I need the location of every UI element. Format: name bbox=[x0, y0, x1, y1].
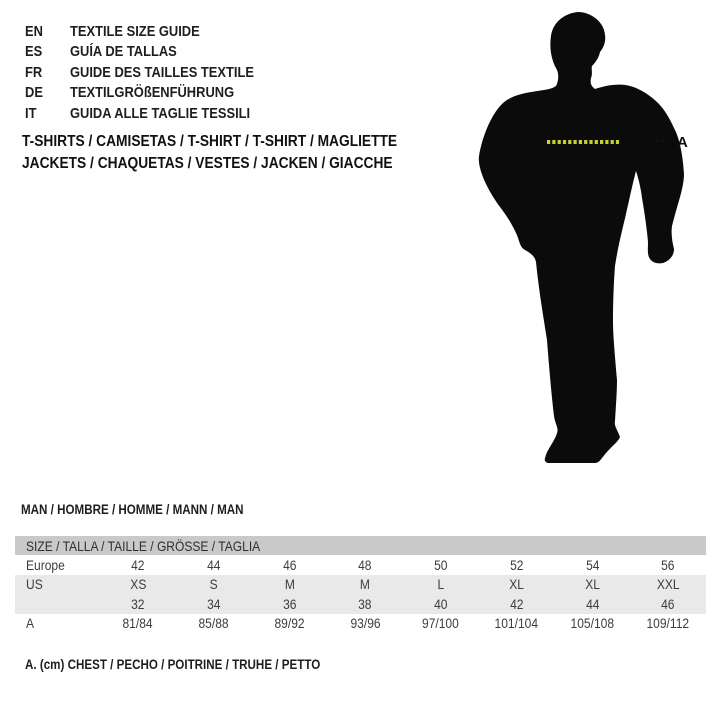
language-label: GUÍA DE TALLAS bbox=[70, 43, 177, 61]
language-list bbox=[25, 21, 284, 124]
measure-label-a: A bbox=[677, 134, 688, 151]
row-label: Europe bbox=[26, 556, 65, 573]
language-row-de bbox=[25, 83, 284, 104]
category-tshirts: T-SHIRTS / CAMISETAS / T-SHIRT / T-SHIRT / MAGLIETTE bbox=[22, 133, 398, 150]
measurement-footnote: A. (cm) CHEST / PECHO / POITRINE / TRUHE / PETTO bbox=[25, 657, 321, 672]
language-row-en bbox=[25, 21, 284, 42]
language-row-es bbox=[25, 42, 284, 63]
table-row-uk: 32 34 36 38 40 42 44 46 bbox=[15, 594, 706, 614]
section-title-man: MAN / HOMBRE / HOMME / MANN / MAN bbox=[21, 502, 244, 517]
row-label: A bbox=[26, 615, 35, 632]
language-label: GUIDA ALLE TAGLIE TESSILI bbox=[70, 104, 251, 122]
row-label: US bbox=[26, 576, 43, 593]
language-code: DE bbox=[25, 84, 43, 102]
table-row-chest: A 81/84 85/88 89/92 93/96 97/100 101/104 105/108 109/112 bbox=[26, 615, 690, 632]
language-label: TEXTILE SIZE GUIDE bbox=[70, 22, 200, 40]
language-label: TEXTILGRÖßENFÜHRUNG bbox=[70, 84, 235, 102]
language-row-fr bbox=[25, 62, 284, 83]
table-row-us: US XS S M M L XL XL XXL bbox=[15, 575, 706, 595]
size-table-header: SIZE / TALLA / TAILLE / GRÖSSE / TAGLIA bbox=[15, 536, 706, 555]
language-code: EN bbox=[25, 22, 43, 40]
figure-area bbox=[455, 5, 705, 465]
man-silhouette bbox=[479, 12, 684, 463]
table-row-europe: Europe 42 44 46 48 50 52 54 56 bbox=[26, 556, 675, 573]
language-code: ES bbox=[25, 43, 43, 61]
language-code: IT bbox=[25, 104, 37, 122]
language-label: GUIDE DES TAILLES TEXTILE bbox=[70, 63, 254, 81]
size-table bbox=[15, 536, 706, 633]
man-silhouette-figure bbox=[455, 5, 705, 465]
language-row-it bbox=[25, 103, 284, 124]
language-code: FR bbox=[25, 63, 43, 81]
category-jackets: JACKETS / CHAQUETAS / VESTES / JACKEN / GIACCHE bbox=[22, 155, 393, 172]
category-list bbox=[22, 131, 458, 175]
